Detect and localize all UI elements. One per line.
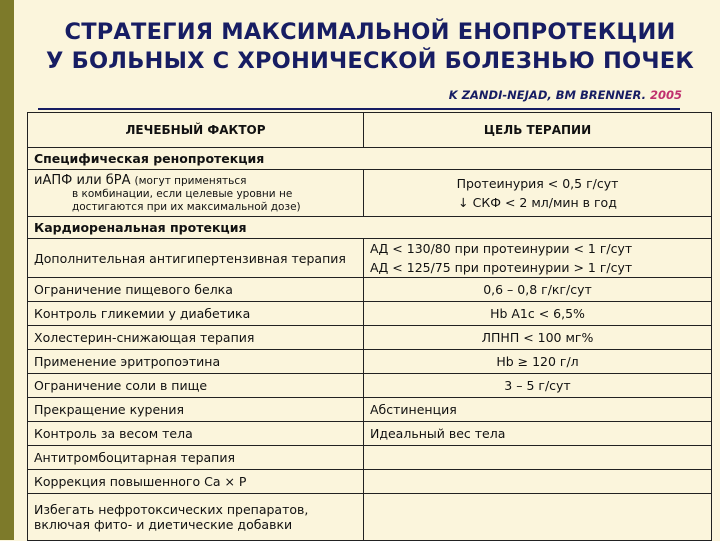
citation-byline bbox=[449, 88, 682, 102]
ace-arb-label: иАПФ или бРА bbox=[34, 173, 131, 188]
ace-arb-goal-gfr: ↓ СКФ < 2 мл/мин в год bbox=[458, 195, 617, 210]
table-row-goal: Hb A1c < 6,5% bbox=[364, 302, 712, 326]
table-row-factor: Коррекция повышенного Ca × P bbox=[28, 470, 364, 494]
table-row-factor: Антитромбоцитарная терапия bbox=[28, 446, 364, 470]
table-row-goal: 0,6 – 0,8 г/кг/сут bbox=[364, 278, 712, 302]
table-row-factor: Прекращение курения bbox=[28, 398, 364, 422]
byline-divider bbox=[38, 108, 680, 110]
table-row-factor: Контроль за весом тела bbox=[28, 422, 364, 446]
table-row-factor: Контроль гликемии у диабетика bbox=[28, 302, 364, 326]
title-line-1: СТРАТЕГИЯ МАКСИМАЛЬНОЙ ЕНОПРОТЕКЦИИ bbox=[64, 19, 676, 45]
strategy-table bbox=[27, 112, 712, 541]
table-row-goal bbox=[364, 470, 712, 494]
bp-goal-low: АД < 130/80 при протеинурии < 1 г/сут bbox=[370, 241, 633, 256]
ace-arb-note-3: достигаются при их максимальной дозе) bbox=[72, 201, 301, 213]
table-row-goal bbox=[364, 494, 712, 541]
title-line-2: У БОЛЬНЫХ С ХРОНИЧЕСКОЙ БОЛЕЗНЬЮ ПОЧЕК bbox=[46, 48, 694, 74]
table-row-goal bbox=[364, 446, 712, 470]
slide-left-strip bbox=[0, 0, 14, 540]
table-row-goal: Hb ≥ 120 г/л bbox=[364, 350, 712, 374]
ace-arb-factor-cell bbox=[28, 170, 364, 217]
table-row-factor: Ограничение соли в пище bbox=[28, 374, 364, 398]
bp-goal-high: АД < 125/75 при протеинурии > 1 г/сут bbox=[370, 260, 633, 275]
table-row-goal bbox=[364, 239, 712, 278]
ace-arb-note-1: (могут применяться bbox=[134, 175, 247, 187]
table-row-factor: Дополнительная антигипертензивная терапия bbox=[28, 239, 364, 278]
table-row-goal: Идеальный вес тела bbox=[364, 422, 712, 446]
table-row-factor: Холестерин-снижающая терапия bbox=[28, 326, 364, 350]
table-row-factor: Применение эритропоэтина bbox=[28, 350, 364, 374]
ace-arb-goal-cell bbox=[364, 170, 712, 217]
header-factor: ЛЕЧЕБНЫЙ ФАКТОР bbox=[28, 113, 364, 148]
table-row-goal: Абстиненция bbox=[364, 398, 712, 422]
ace-arb-goal-proteinuria: Протеинурия < 0,5 г/сут bbox=[456, 176, 619, 191]
section-cardiorenal-protection: Кардиоренальная протекция bbox=[28, 217, 712, 239]
table-row-goal: ЛПНП < 100 мг% bbox=[364, 326, 712, 350]
table-row-goal: 3 – 5 г/сут bbox=[364, 374, 712, 398]
table-row-factor: Ограничение пищевого белка bbox=[28, 278, 364, 302]
citation-authors: K ZANDI-NEJAD, BM BRENNER. bbox=[448, 88, 646, 102]
table-row-factor: Избегать нефротоксических препаратов, включая фито- и диетические добавки bbox=[28, 494, 364, 541]
citation-year: 2005 bbox=[649, 88, 682, 102]
slide-title bbox=[20, 18, 720, 76]
header-goal: ЦЕЛЬ ТЕРАПИИ bbox=[364, 113, 712, 148]
ace-arb-note-2: в комбинации, если целевые уровни не bbox=[72, 188, 293, 200]
section-specific-renoprotection: Специфическая ренопротекция bbox=[28, 148, 712, 170]
